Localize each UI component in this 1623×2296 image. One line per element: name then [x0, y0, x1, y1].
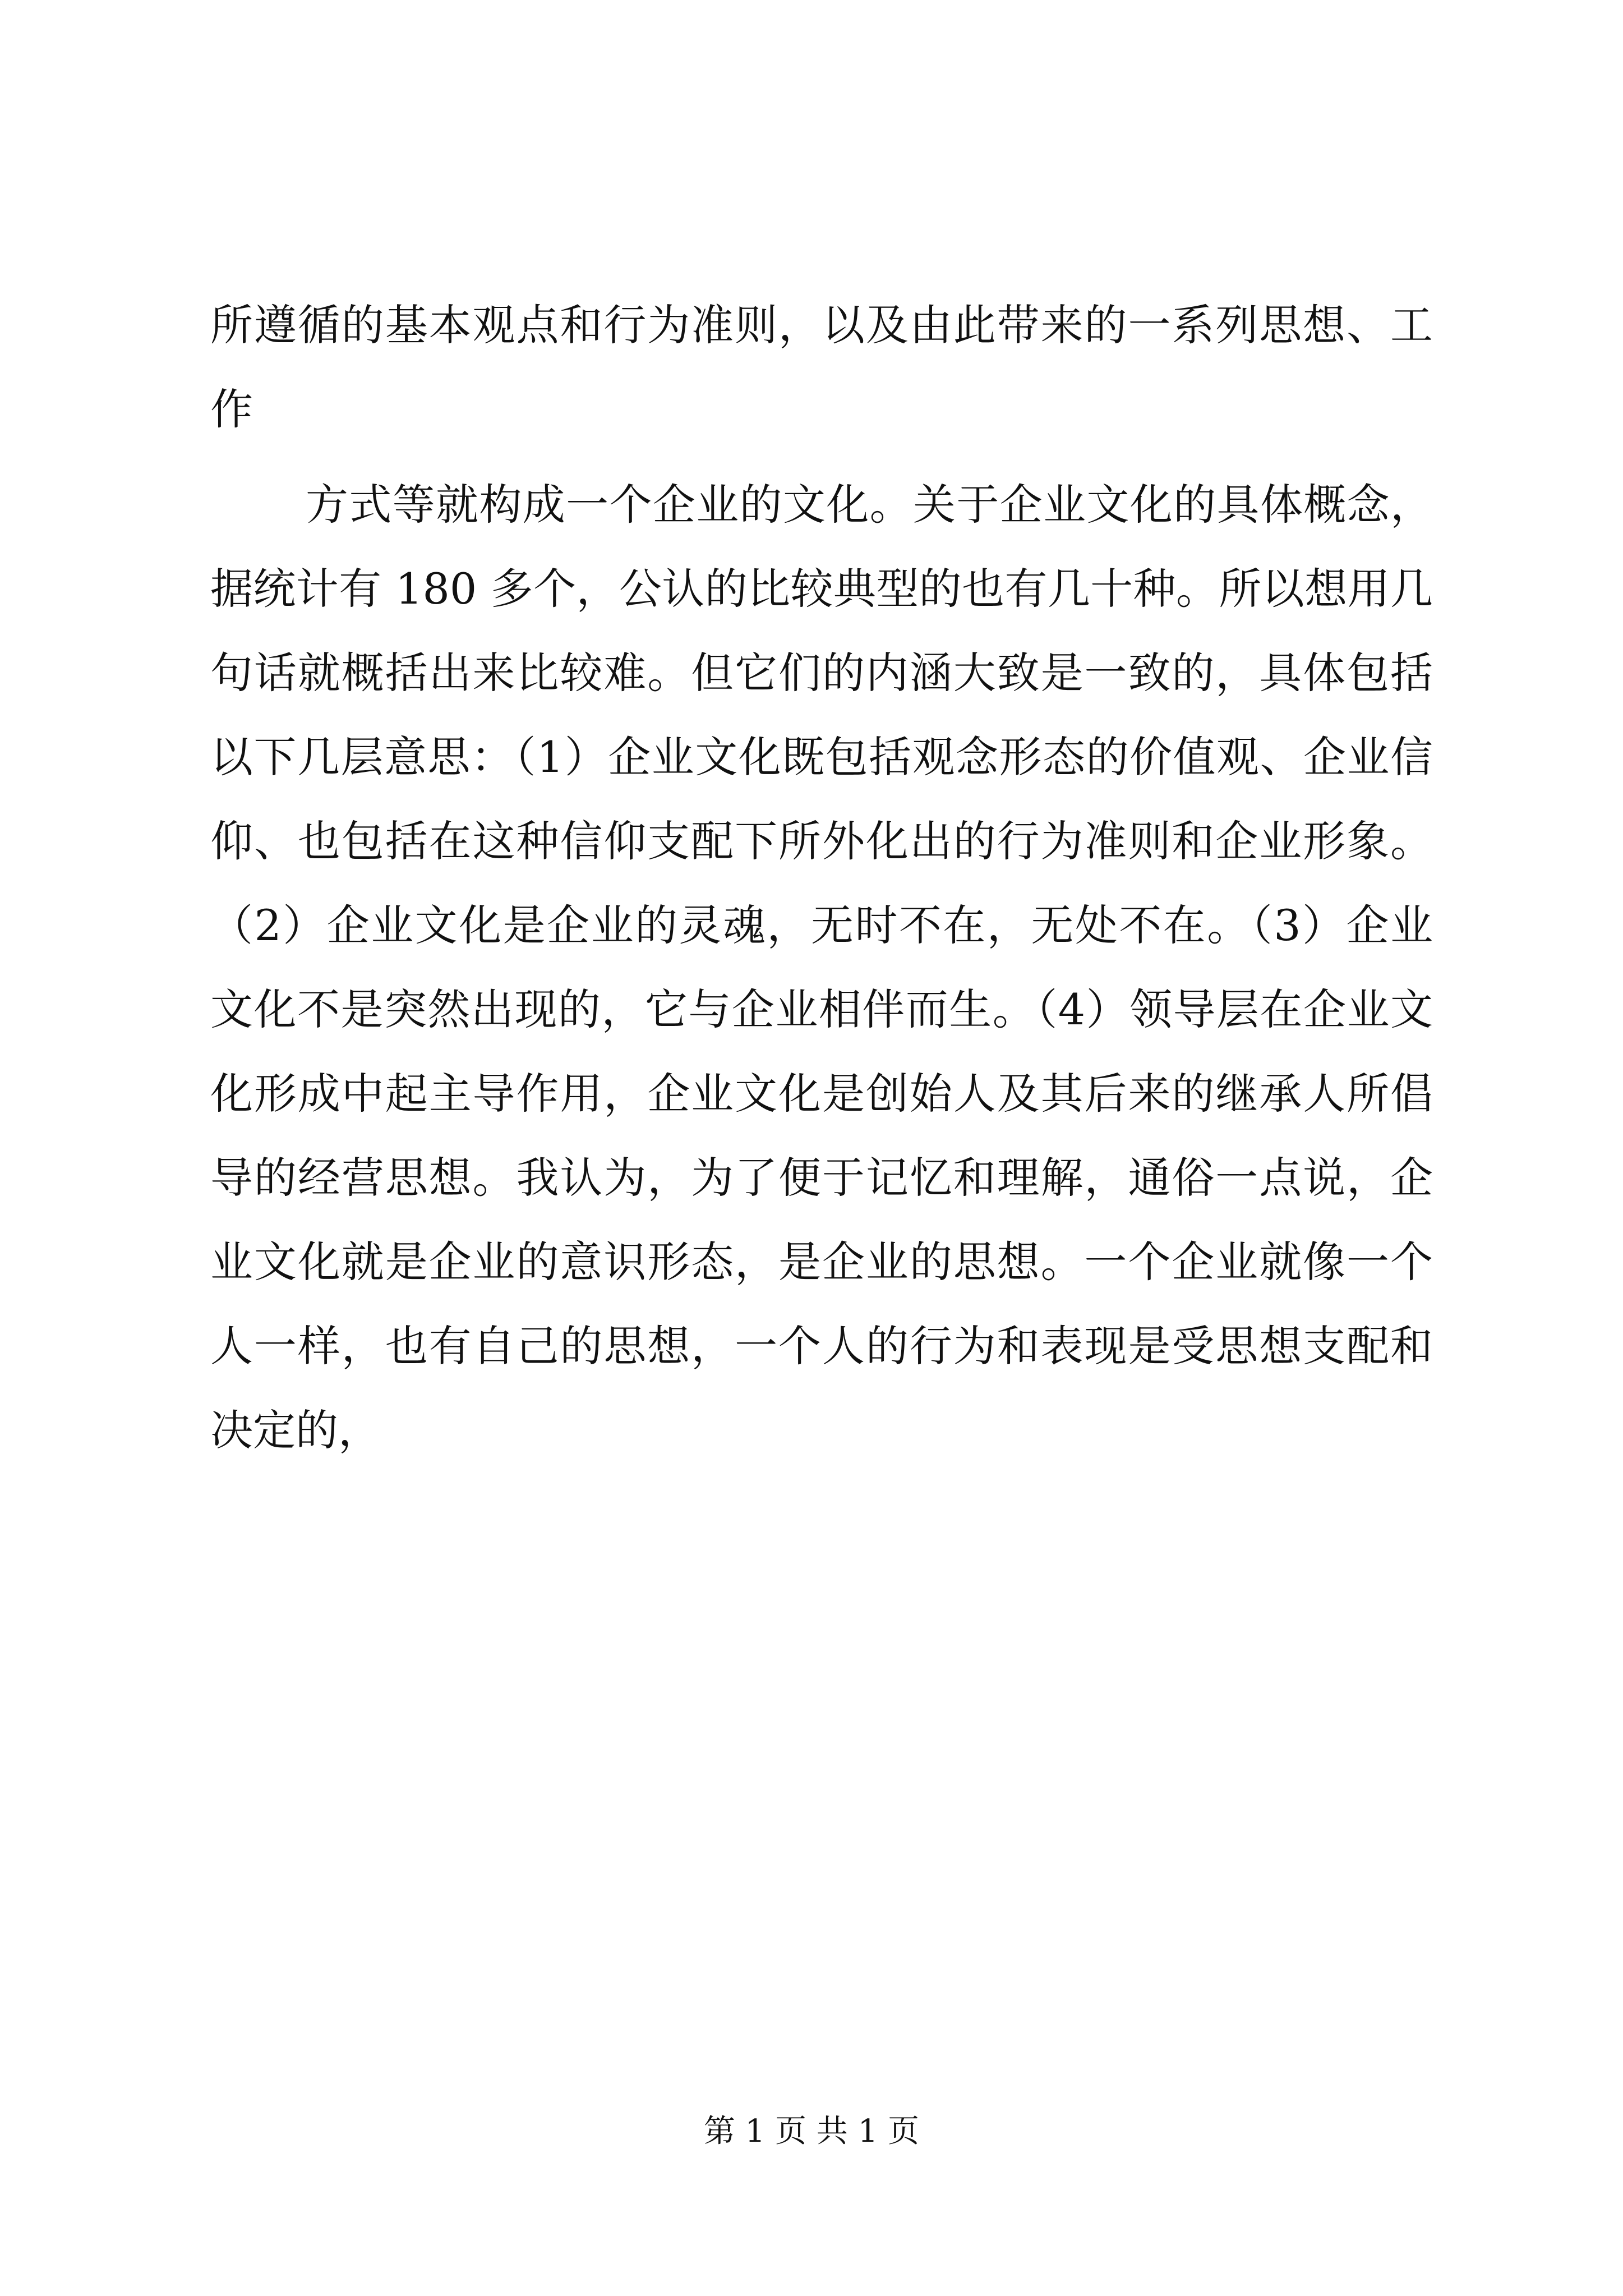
text-line-1: 所遵循的基本观点和行为准则，以及由此带来的一系列思想、工: [210, 300, 1433, 350]
text-line-4: 据统计有 180 多个，公认的比较典型的也有几十种。所以想用几: [210, 564, 1433, 614]
text-line-8: （2）企业文化是企业的灵魂，无时不在，无处不在。（3）企业: [210, 900, 1433, 950]
text-line-14: 决定的，: [210, 1405, 381, 1455]
page-number-footer: 第 1 页 共 1 页: [703, 2113, 920, 2150]
text-line-7: 仰、也包括在这种信仰支配下所外化出的行为准则和企业形象。: [210, 816, 1433, 866]
text-line-11: 导的经营思想。我认为，为了便于记忆和理解，通俗一点说，企: [210, 1153, 1433, 1203]
text-line-3: 方式等就构成一个企业的文化。关于企业文化的具体概念，: [306, 480, 1433, 530]
text-line-2: 作: [210, 384, 253, 434]
text-line-5: 句话就概括出来比较难。但它们的内涵大致是一致的，具体包括: [210, 648, 1433, 698]
text-line-13: 人一样，也有自己的思想，一个人的行为和表现是受思想支配和: [210, 1321, 1433, 1371]
text-line-12: 业文化就是企业的意识形态，是企业的思想。一个企业就像一个: [210, 1237, 1433, 1287]
text-line-10: 化形成中起主导作用，企业文化是创始人及其后来的继承人所倡: [210, 1069, 1433, 1119]
text-line-6: 以下几层意思：（1）企业文化既包括观念形态的价值观、企业信: [210, 732, 1433, 782]
text-line-9: 文化不是突然出现的，它与企业相伴而生。（4）领导层在企业文: [210, 984, 1433, 1034]
